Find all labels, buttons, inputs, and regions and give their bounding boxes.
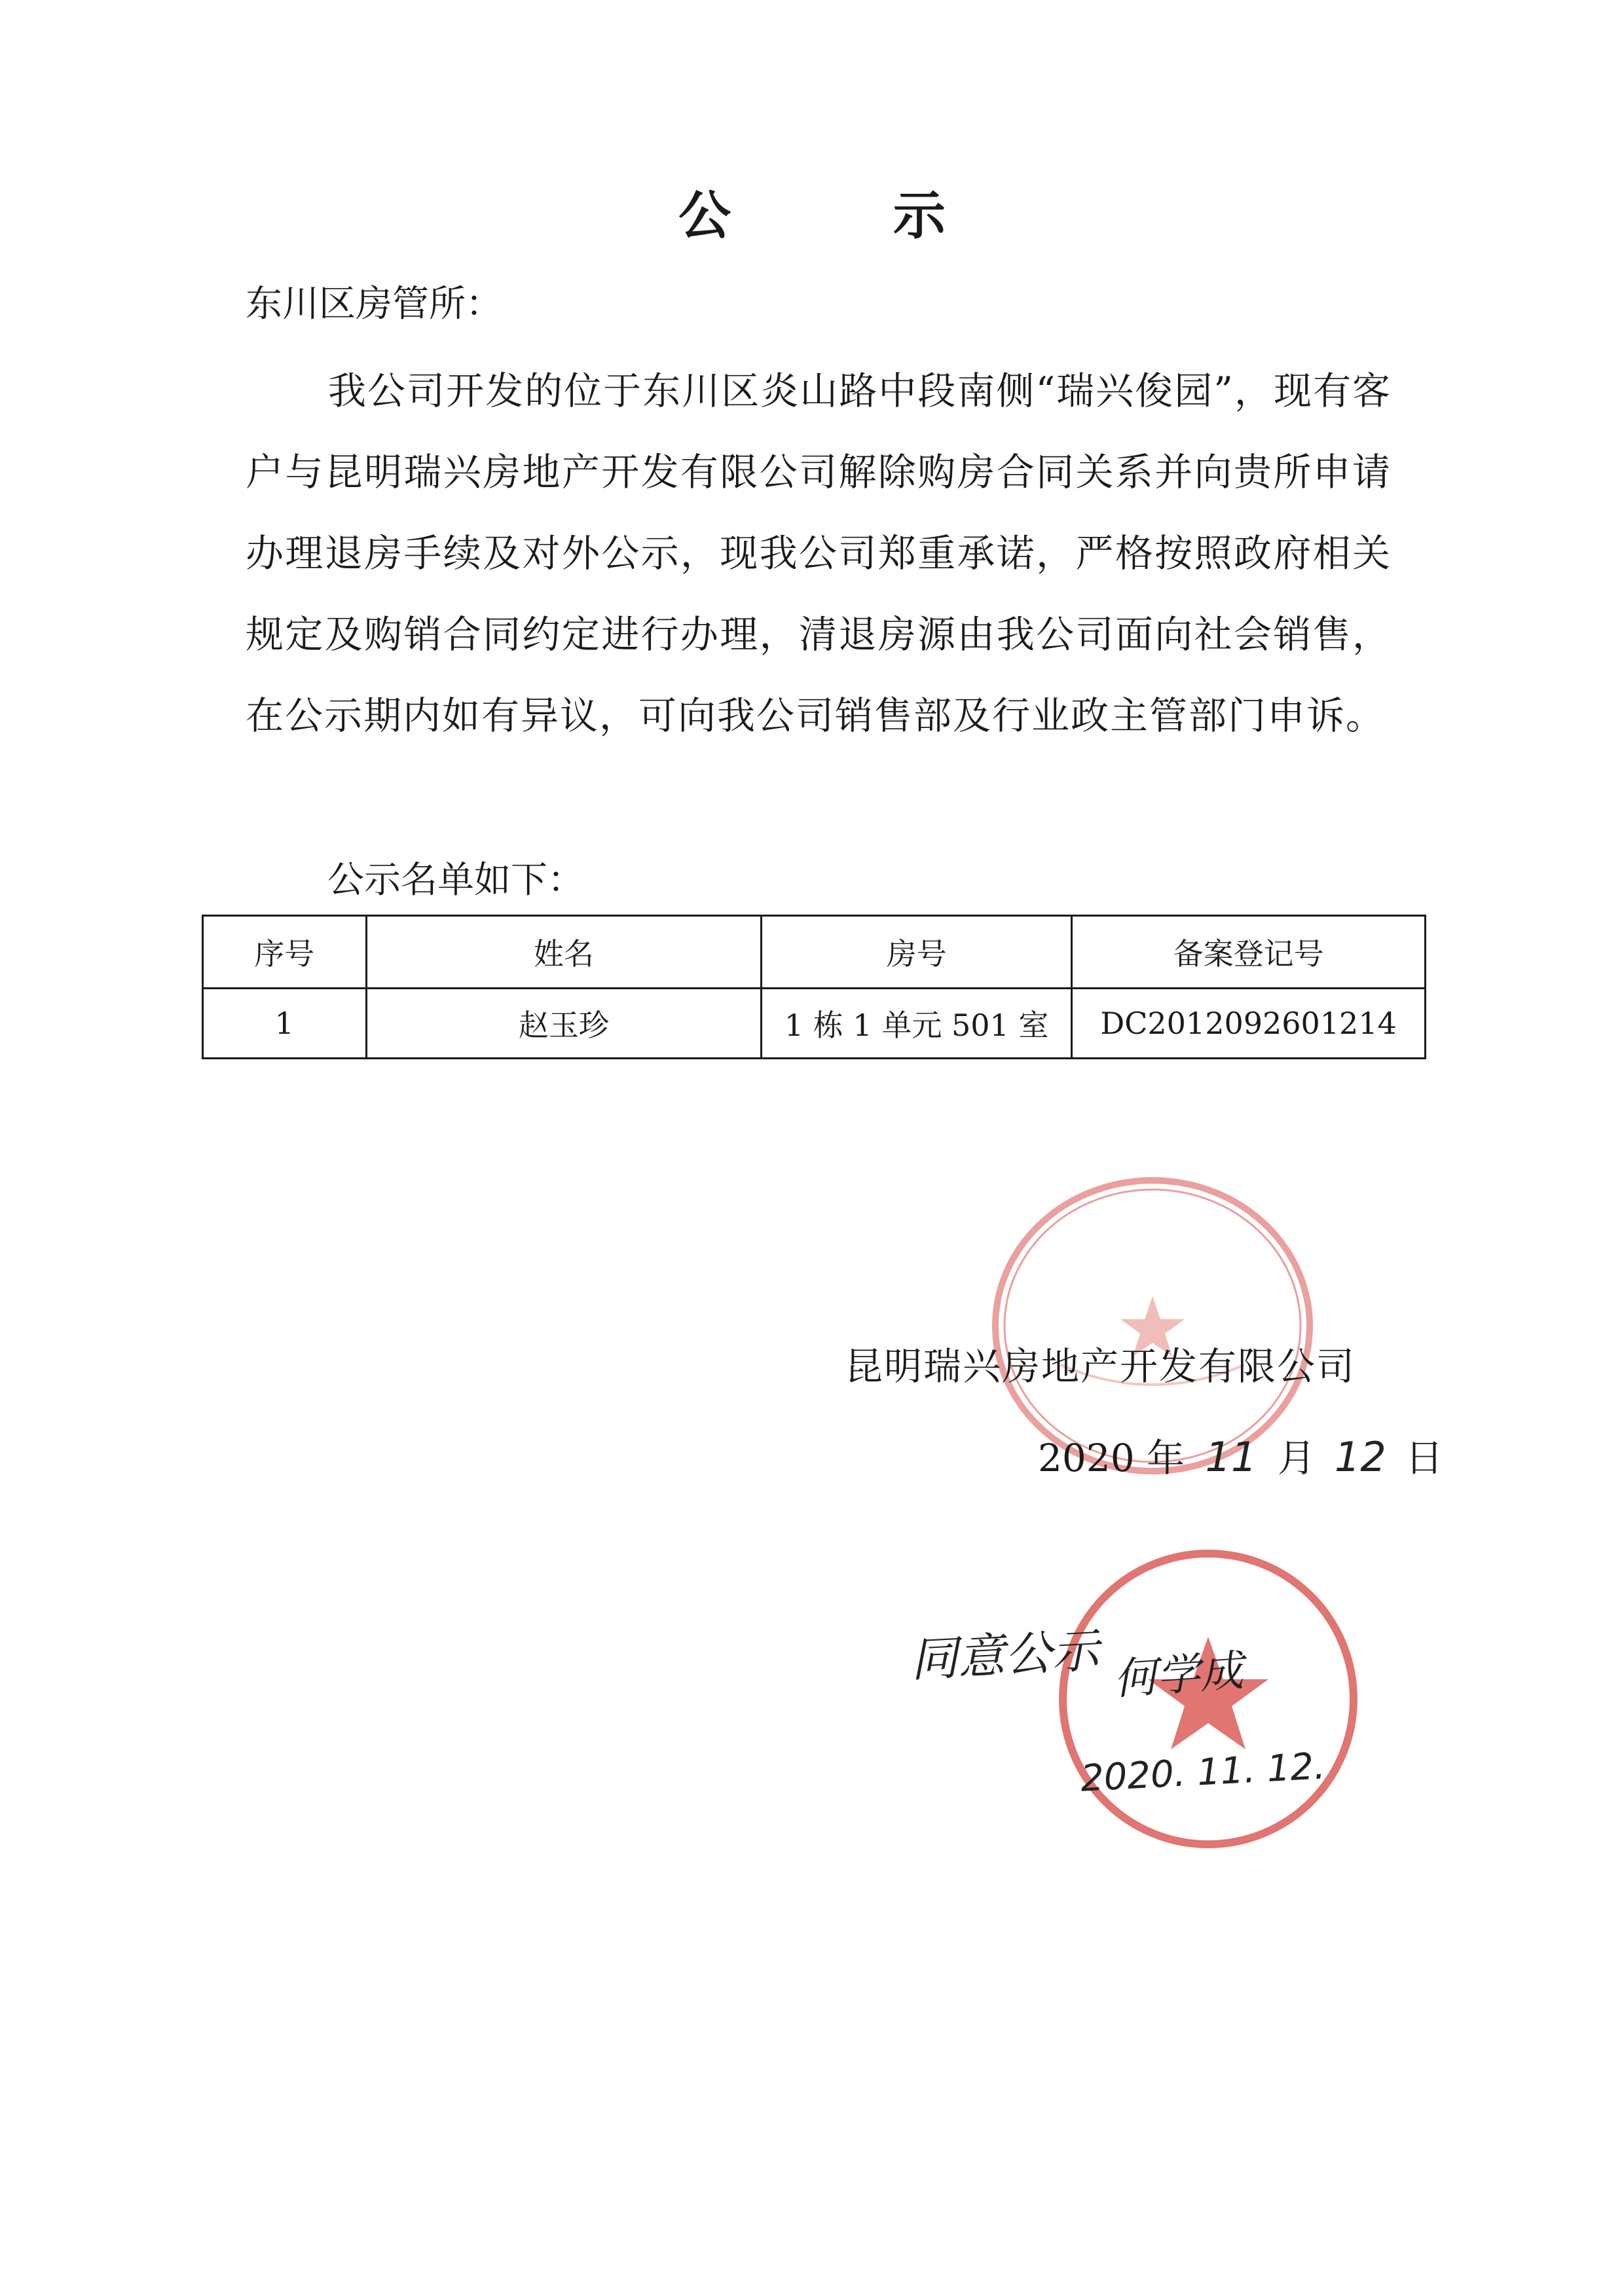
approval-note-handwritten: 同意公示 [909, 1622, 1101, 1688]
table-header-row [203, 916, 1426, 989]
approval-signature-handwritten: 何学成 [1111, 1645, 1245, 1705]
date-month-unit: 月 [1277, 1436, 1316, 1480]
document-title: 公 示 [678, 185, 1018, 246]
approval-date-handwritten: 2020. 11. 12. [1079, 1745, 1327, 1800]
cell-name: 赵玉珍 [366, 989, 762, 1059]
cell-room: 1 栋 1 单元 501 室 [762, 989, 1072, 1059]
roster-table [202, 915, 1426, 1059]
table-row [203, 989, 1426, 1059]
header-registration: 备案登记号 [1072, 916, 1426, 989]
header-name: 姓名 [366, 916, 762, 989]
cell-registration: DC2012092601214 [1072, 989, 1426, 1059]
cell-serial: 1 [203, 989, 367, 1059]
addressee: 东川区房管所： [246, 283, 502, 325]
date-year: 2020 年 [1038, 1436, 1185, 1480]
date-month-handwritten: 11 [1205, 1433, 1257, 1481]
date-day-handwritten: 12 [1334, 1433, 1386, 1481]
body-paragraph: 我公司开发的位于东川区炎山路中段南侧“瑞兴俊园”，现有客户与昆明瑞兴房地产开发有限公司解除购房合同关系并向贵所申请办理退房手续及对外公示，现我公司郑重承诺，严格按照政府相关规定及购销合同约定进行办理，清退房源由我公司面向社会销售，在公示期内如有异议，可向我公司销售部及行业政主管部门申诉。 [246, 369, 1392, 738]
signature-company: 昆明瑞兴房地产开发有限公司 [845, 1344, 1356, 1389]
date-day-unit: 日 [1405, 1436, 1443, 1480]
signature-date [1038, 1427, 1443, 1482]
header-room: 房号 [762, 916, 1072, 989]
list-intro: 公示名单如下： [327, 859, 584, 902]
header-serial: 序号 [203, 916, 367, 989]
